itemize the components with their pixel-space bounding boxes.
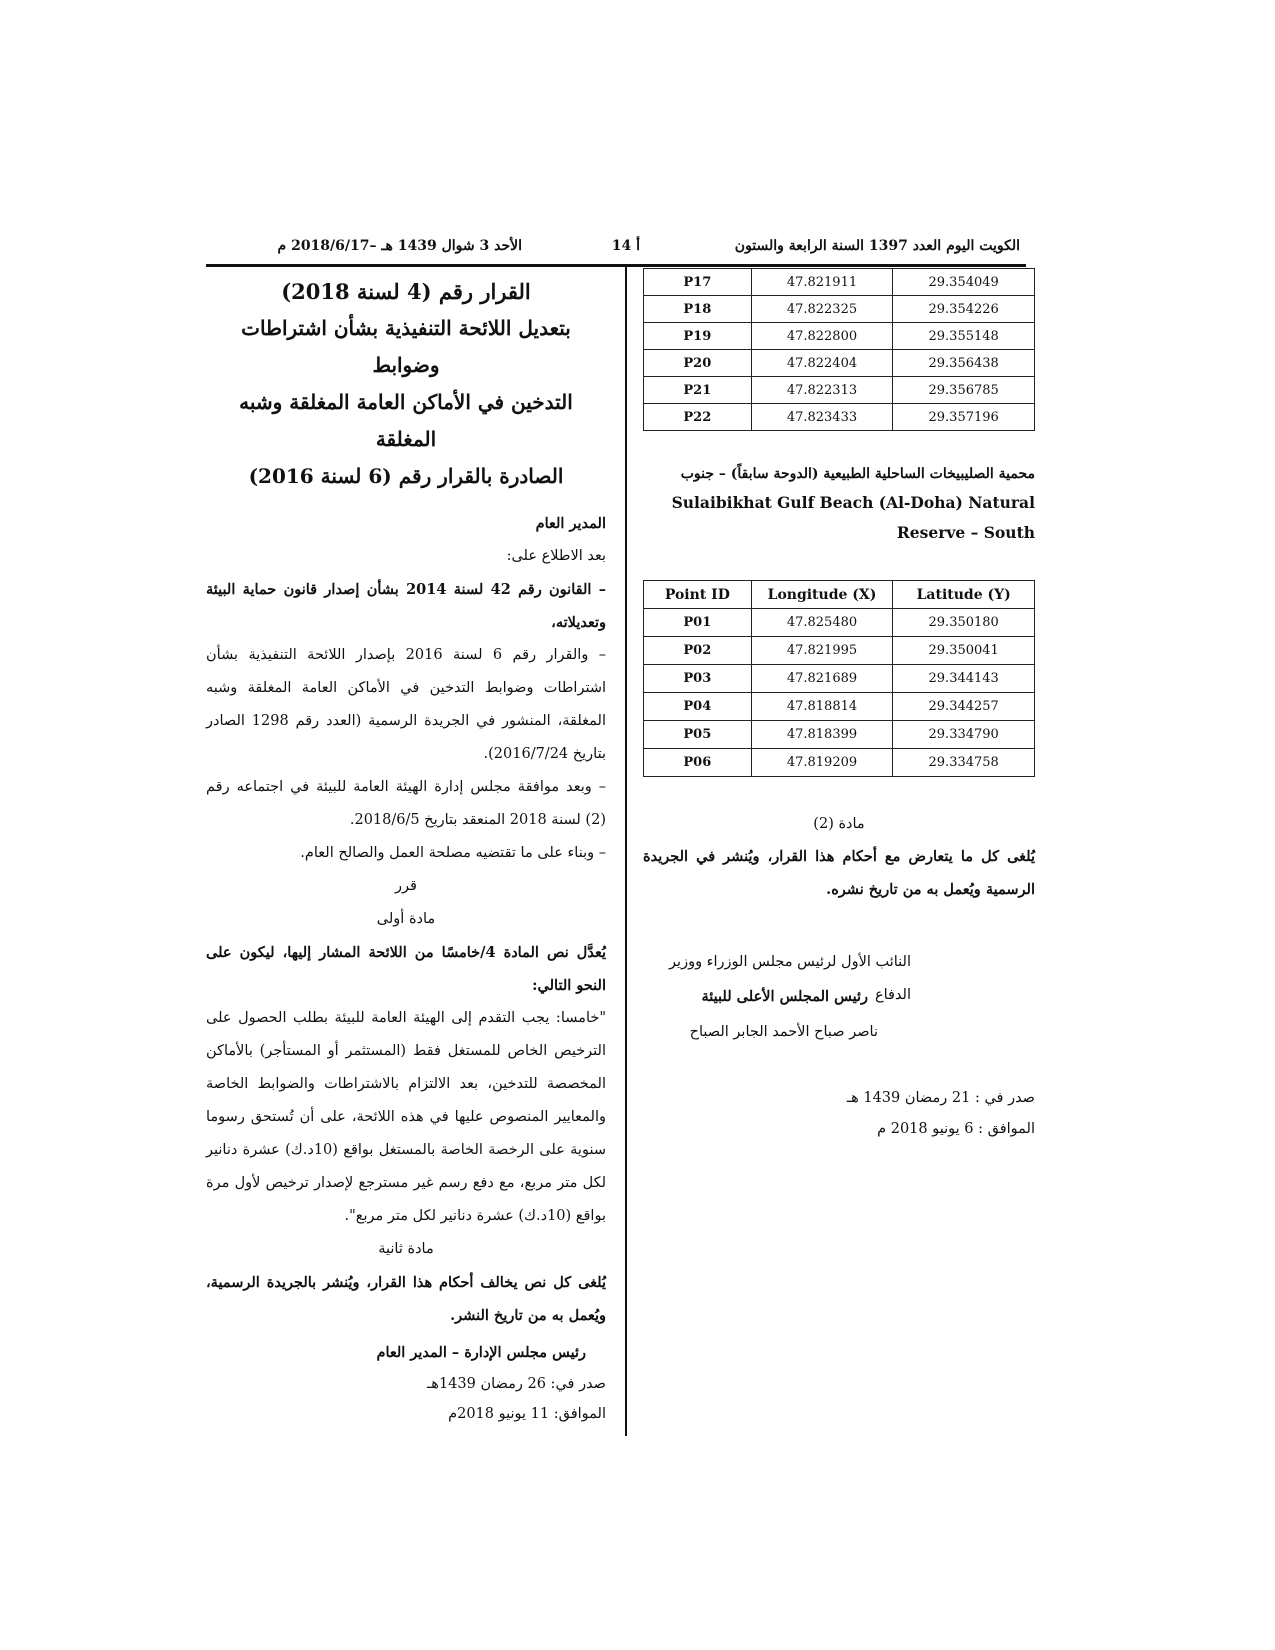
latitude: 29.334790 <box>893 721 1035 749</box>
longitude: 47.823433 <box>751 404 893 431</box>
longitude: 47.821689 <box>751 665 893 693</box>
latitude: 29.354226 <box>893 296 1035 323</box>
decree-subtitle-line-3: الصادرة بالقرار رقم (6 لسنة 2016) <box>248 464 564 488</box>
decree-corresponding-date: الموافق: 11 يونيو 2018م <box>448 1406 606 1422</box>
table-row <box>644 721 1035 749</box>
signature: رئيس مجلس الإدارة – المدير العام <box>376 1344 586 1361</box>
signatory-name: ناصر صباح الأحمد الجابر الصباح <box>689 1024 878 1040</box>
point-id: P21 <box>644 377 752 404</box>
longitude: 47.822404 <box>751 350 893 377</box>
coordinates-table-continued <box>643 268 1035 431</box>
latitude: 29.355148 <box>893 323 1035 350</box>
decree-issued-date: صدر في: 26 رمضان 1439هـ <box>427 1376 606 1392</box>
table-row <box>644 404 1035 431</box>
table-row <box>644 609 1035 637</box>
article-1-text: يُعدَّل نص المادة 4/خامسًا من اللائحة المشار إليها، ليكون على النحو التالي: <box>206 944 606 994</box>
latitude: 29.350041 <box>893 637 1035 665</box>
longitude: 47.819209 <box>751 749 893 777</box>
latitude: 29.344257 <box>893 693 1035 721</box>
point-id: P22 <box>644 404 752 431</box>
latitude: 29.356438 <box>893 350 1035 377</box>
table-row <box>644 665 1035 693</box>
article-2-heading: مادة (2) <box>813 816 865 832</box>
header-gazette-title: الكويت اليوم العدد 1397 السنة الرابعة والستون <box>734 238 1020 254</box>
article-1-quote: "خامسا: يجب التقدم إلى الهيئة العامة للبيئة بطلب الحصول على الترخيص الخاص للمستغل فقط (المستثمر أو المستأجر) بالأماكن المخصصة للتدخين، بعد الالتزام بالاشتراطات والضوابط الخاصة والمعايير المنصوص عليها في هذه اللائحة، على أن تُستحق رسوما سنوية على الرخصة الخاصة بالمستغل بواقع (10د.ك) عشرة دنانير لكل متر مربع، مع دفع رسم غير مسترجع لإصدار ترخيص لأول مرة بواقع (10د.ك) عشرة دنانير لكل متر مربع". <box>206 1010 606 1224</box>
longitude: 47.822800 <box>751 323 893 350</box>
after-review: بعد الاطلاع على: <box>506 548 606 564</box>
latitude: 29.357196 <box>893 404 1035 431</box>
signatory-council: رئيس المجلس الأعلى للبيئة <box>701 988 868 1005</box>
director-heading: المدير العام <box>535 515 606 532</box>
coordinates-table-south <box>643 580 1035 777</box>
signatory-title: النائب الأول لرئيس مجلس الوزراء ووزير الدفاع <box>669 954 911 1003</box>
column-header-point-id: Point ID <box>644 581 752 609</box>
table-row <box>644 269 1035 296</box>
reserve-heading-english-1: Sulaibikhat Gulf Beach (Al-Doha) Natural <box>671 493 1035 512</box>
preamble-item-2: – والقرار رقم 6 لسنة 2016 بإصدار اللائحة التنفيذية بشأن اشتراطات وضوابط التدخين في الأماكن العامة المغلقة وشبه المغلقة، المنشور في الجريدة الرسمية (العدد رقم 1298 الصادر بتاريخ 2016/7/24). <box>206 647 606 762</box>
decree-subtitle-line-1: بتعديل اللائحة التنفيذية بشأن اشتراطات وضوابط <box>241 316 571 377</box>
table-row <box>644 350 1035 377</box>
point-id: P03 <box>644 665 752 693</box>
decree-column <box>206 273 606 1369</box>
longitude: 47.821911 <box>751 269 893 296</box>
point-id: P05 <box>644 721 752 749</box>
table-row <box>644 637 1035 665</box>
point-id: P19 <box>644 323 752 350</box>
table-row <box>644 693 1035 721</box>
table-row <box>644 296 1035 323</box>
decided-heading: قرر <box>395 878 417 894</box>
longitude: 47.825480 <box>751 609 893 637</box>
header-page-number: أ 14 <box>611 238 640 254</box>
longitude: 47.818814 <box>751 693 893 721</box>
point-id: P01 <box>644 609 752 637</box>
column-header-longitude: Longitude (X) <box>751 581 893 609</box>
longitude: 47.821995 <box>751 637 893 665</box>
table-header-row <box>644 581 1035 609</box>
article-2-text: يُلغى كل نص يخالف أحكام هذا القرار، ويُنشر بالجريدة الرسمية، ويُعمل به من تاريخ النشر. <box>206 1274 606 1324</box>
point-id: P20 <box>644 350 752 377</box>
latitude: 29.350180 <box>893 609 1035 637</box>
column-header-latitude: Latitude (Y) <box>893 581 1035 609</box>
point-id: P04 <box>644 693 752 721</box>
table-row <box>644 323 1035 350</box>
article-1-title: مادة أولى <box>376 911 436 927</box>
latitude: 29.334758 <box>893 749 1035 777</box>
decree-subtitle-line-2: التدخين في الأماكن العامة المغلقة وشبه المغلقة <box>239 390 573 451</box>
preamble-item-3: – وبعد موافقة مجلس إدارة الهيئة العامة للبيئة في اجتماعه رقم (2) لسنة 2018 المنعقد بتاريخ 2018/6/5. <box>206 779 606 828</box>
preamble-item-1: – القانون رقم 42 لسنة 2014 بشأن إصدار قانون حماية البيئة وتعديلاته، <box>206 581 606 631</box>
article-2-title: مادة ثانية <box>378 1241 434 1257</box>
column-divider <box>625 264 627 1436</box>
preamble-item-4: – وبناء على ما تقتضيه مصلحة العمل والصالح العام. <box>300 845 606 861</box>
longitude: 47.822325 <box>751 296 893 323</box>
longitude: 47.822313 <box>751 377 893 404</box>
corresponding-date: الموافق : 6 يونيو 2018 م <box>877 1121 1035 1137</box>
point-id: P17 <box>644 269 752 296</box>
decree-title: القرار رقم (4 لسنة 2018) <box>281 279 531 304</box>
header-rule <box>206 264 1026 267</box>
header-date: الأحد 3 شوال 1439 هـ –2018/6/17 م <box>277 238 522 254</box>
latitude: 29.344143 <box>893 665 1035 693</box>
reserve-heading-arabic: محمية الصليبيخات الساحلية الطبيعية (الدوحة سابقاً) – جنوب <box>680 466 1035 482</box>
table-row <box>644 377 1035 404</box>
table-row <box>644 749 1035 777</box>
latitude: 29.356785 <box>893 377 1035 404</box>
reserve-heading-english-2: Reserve – South <box>896 523 1035 542</box>
issued-date: صدر في : 21 رمضان 1439 هـ <box>846 1090 1035 1106</box>
point-id: P18 <box>644 296 752 323</box>
latitude: 29.354049 <box>893 269 1035 296</box>
point-id: P02 <box>644 637 752 665</box>
longitude: 47.818399 <box>751 721 893 749</box>
article-2-body: يُلغى كل ما يتعارض مع أحكام هذا القرار، ويُنشر في الجريدة الرسمية ويُعمل به من تاريخ نشره. <box>643 848 1035 898</box>
point-id: P06 <box>644 749 752 777</box>
